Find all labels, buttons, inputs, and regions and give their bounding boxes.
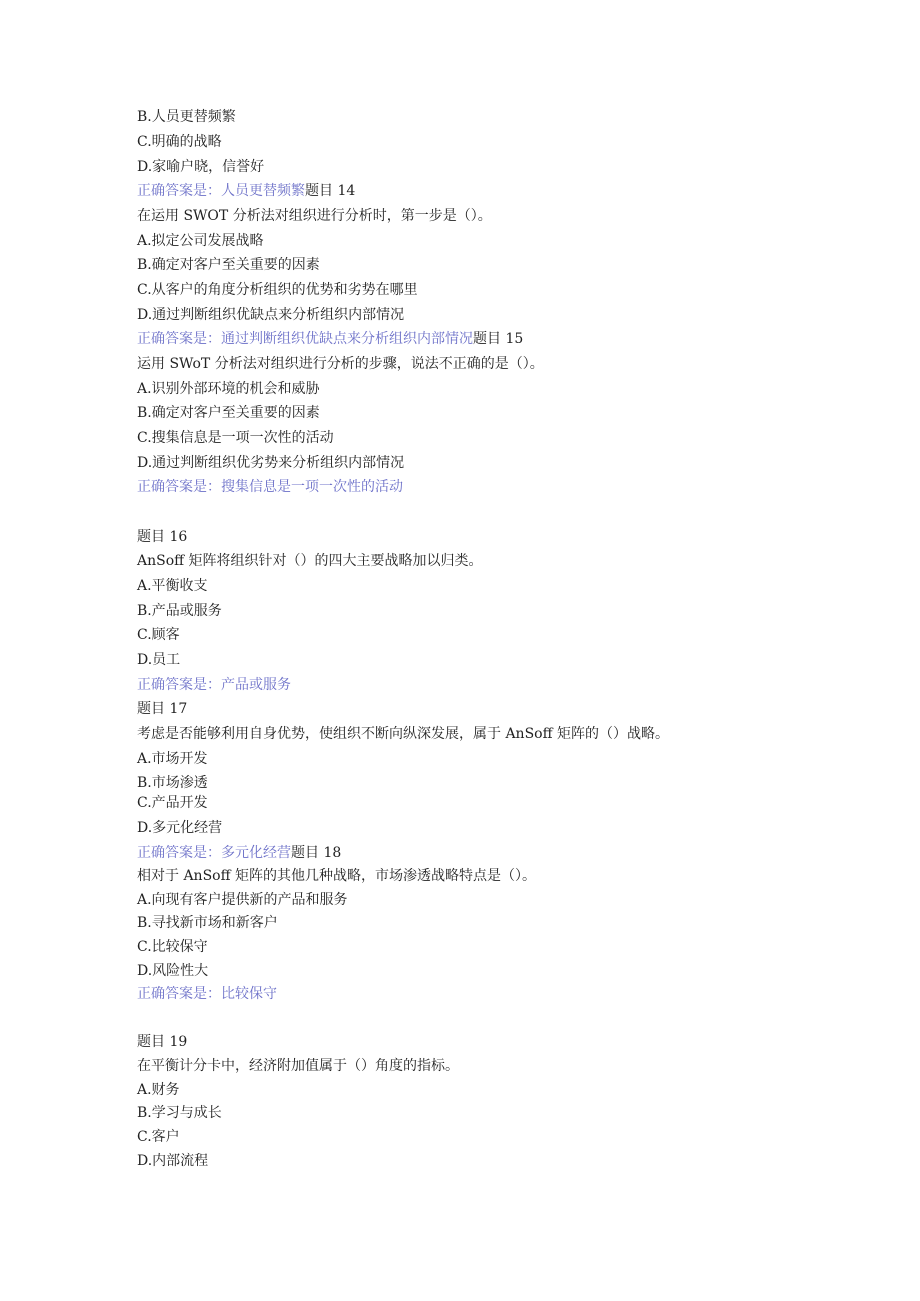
option-line: D.通过判断组织优劣势来分析组织内部情况 <box>137 455 405 471</box>
option-line: D.员工 <box>137 652 181 668</box>
correct-answer-text: 正确答案是：人员更替频繁 <box>137 183 305 199</box>
option-line: A.市场开发 <box>137 751 208 767</box>
question-text: 相对于 AnSoff 矩阵的其他几种战略，市场渗透战略特点是（）。 <box>137 868 536 884</box>
option-line: B.确定对客户至关重要的因素 <box>137 405 320 421</box>
option-line: C.产品开发 <box>137 795 208 811</box>
option-line: C.搜集信息是一项一次性的活动 <box>137 430 334 446</box>
answer-line <box>137 674 291 696</box>
question-heading-inline: 题目 18 <box>291 845 342 861</box>
question-text: 运用 SWoT 分析法对组织进行分析的步骤，说法不正确的是（）。 <box>137 356 544 372</box>
correct-answer-text: 正确答案是：搜集信息是一项一次性的活动 <box>137 479 403 495</box>
option-line: C.客户 <box>137 1129 180 1145</box>
option-line: C.比较保守 <box>137 939 208 955</box>
answer-line <box>137 476 403 498</box>
option-line: B.寻找新市场和新客户 <box>137 915 278 931</box>
correct-answer-text: 正确答案是：比较保守 <box>137 986 277 1002</box>
question-text: 考虑是否能够利用自身优势，使组织不断向纵深发展，属于 AnSoff 矩阵的（）战略。 <box>137 726 669 742</box>
option-line: A.平衡收支 <box>137 578 208 594</box>
question-text: 在运用 SWOT 分析法对组织进行分析时，第一步是（）。 <box>137 208 492 224</box>
option-line: D.家喻户晓，信誉好 <box>137 159 265 175</box>
option-line: A.识别外部环境的机会和威胁 <box>137 381 320 397</box>
option-line: B.学习与成长 <box>137 1105 222 1121</box>
option-line: B.人员更替频繁 <box>137 109 236 125</box>
question-heading: 题目 17 <box>137 701 188 717</box>
answer-line <box>137 328 523 350</box>
question-heading: 题目 19 <box>137 1034 188 1050</box>
option-line: D.内部流程 <box>137 1153 209 1169</box>
question-heading: 题目 16 <box>137 529 188 545</box>
option-line: C.顾客 <box>137 627 180 643</box>
option-line: D.通过判断组织优缺点来分析组织内部情况 <box>137 307 405 323</box>
correct-answer-text: 正确答案是：通过判断组织优缺点来分析组织内部情况 <box>137 331 473 347</box>
option-line: B.产品或服务 <box>137 603 222 619</box>
answer-line <box>137 180 355 202</box>
option-line: C.从客户的角度分析组织的优势和劣势在哪里 <box>137 282 418 298</box>
option-line: D.多元化经营 <box>137 820 223 836</box>
option-line: A.财务 <box>137 1082 180 1098</box>
option-line: C.明确的战略 <box>137 134 222 150</box>
option-line: A.拟定公司发展战略 <box>137 233 264 249</box>
question-text: AnSoff 矩阵将组织针对（）的四大主要战略加以归类。 <box>137 553 483 569</box>
option-line: B.确定对客户至关重要的因素 <box>137 257 320 273</box>
question-heading-inline: 题目 14 <box>305 183 356 199</box>
answer-line <box>137 842 341 864</box>
option-line: B.市场渗透 <box>137 775 208 791</box>
option-line: A.向现有客户提供新的产品和服务 <box>137 892 348 908</box>
question-heading-inline: 题目 15 <box>473 331 524 347</box>
correct-answer-text: 正确答案是：产品或服务 <box>137 677 291 693</box>
correct-answer-text: 正确答案是：多元化经营 <box>137 845 291 861</box>
answer-line <box>137 983 277 1005</box>
question-text: 在平衡计分卡中，经济附加值属于（）角度的指标。 <box>137 1058 459 1074</box>
option-line: D.风险性大 <box>137 963 209 979</box>
